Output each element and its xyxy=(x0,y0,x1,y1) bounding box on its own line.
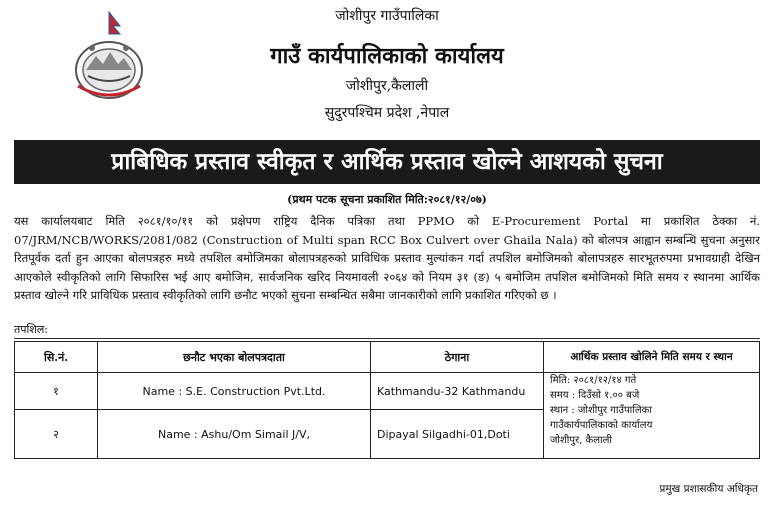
row-sn: २ xyxy=(15,410,98,459)
bidder-address: Kathmandu-32 Kathmandu xyxy=(371,373,544,410)
col-header-bidder: छनौट भएका बोलपत्रदाता xyxy=(98,342,371,373)
office-address: जोशीपुर,कैलाली xyxy=(345,78,429,94)
schedule-location: जोशीपुर, कैलाली xyxy=(550,435,612,446)
col-header-sn: सि.नं. xyxy=(15,342,98,373)
bidder-name: Name : S.E. Construction Pvt.Ltd. xyxy=(98,373,371,410)
municipality-name: जोशीपुर गाउँपालिका xyxy=(335,8,439,24)
notice-paragraph: यस कार्यालयबाट मिति २०८१/१०/११ को प्रक्षेपण राष्ट्रिय दैनिक पत्रिका तथा PPMO को E-Procurement Portal मा प्रकाशित ठेक्का नं. 07/JRM/NCB/WORKS/2081/082 (Construction of Multi span RCC Box Culvert over Ghaila Nala) को बोलपत्र आह्वान सम्बन्धि सुचना अनुसार रितपूर्वक दर्ता हुन आएका बोलपत्रहरु मध्ये तपशिल बमोजिमका बोलापत्रहरुको प्राविधिक प्रस्ताव मुल्यांकन गर्दा तपशिल बमोजिमको बोलापत्रहरु सारभूतरुपमा प्रभावग्राही देखिन आएकोले स्वीकृतिको लागि सिफारिस भई आए बमोजिम, सार्वजनिक खरिद नियमावली २०६४ को नियम ३१ (ङ) ५ बमोजिम तपशिल बमोजिमको मिति समय र स्थानमा आर्थिक प्रस्ताव खोल्ने गरि प्राविधिक प्रस्ताव स्वीकृतिको लागि छनौट भएको सुचना सम्बन्धित सबैमा जानकारीको लागि प्रकाशित गरिएको छ । xyxy=(14,214,760,303)
col-header-schedule: आर्थिक प्रस्ताव खोलिने मिति समय र स्थान xyxy=(544,342,760,373)
bidder-address: Dipayal Silgadhi-01,Doti xyxy=(371,410,544,459)
publication-date: (प्रथम पटक सूचना प्रकाशित मिति:२०८१/१२/०७) xyxy=(287,193,487,206)
notice-body xyxy=(14,212,760,305)
schedule-office: गाउँकार्यपालिकाको कार्यालय xyxy=(550,420,653,431)
table-header-row xyxy=(15,342,760,373)
table-label: तपशिल: xyxy=(14,323,49,336)
bidder-table xyxy=(14,341,760,459)
signatory-title: प्रमुख प्रशासकीय अधिकृत xyxy=(659,483,758,495)
table-row xyxy=(15,373,760,410)
opening-schedule xyxy=(544,373,760,459)
schedule-date: मिति: २०८१/१२/१४ गते xyxy=(550,375,637,386)
bidder-name: Name : Ashu/Om Simail J/V, xyxy=(98,410,371,459)
col-header-address: ठेगाना xyxy=(371,342,544,373)
office-name: गाउँ कार्यपालिकाको कार्यालय xyxy=(270,43,504,69)
row-sn: १ xyxy=(15,373,98,410)
province-name: सुदुरपश्चिम प्रदेश ,नेपाल xyxy=(324,105,450,121)
schedule-place: स्थान : जोशीपुर गाउँपालिका xyxy=(550,405,652,416)
schedule-time: समय : दिउँसो १.०० बजे xyxy=(550,390,640,401)
label-underline xyxy=(14,338,760,339)
notice-title-banner: प्राबिधिक प्रस्ताव स्वीकृत र आर्थिक प्रस्ताव खोल्ने आशयको सुचना xyxy=(14,140,760,184)
